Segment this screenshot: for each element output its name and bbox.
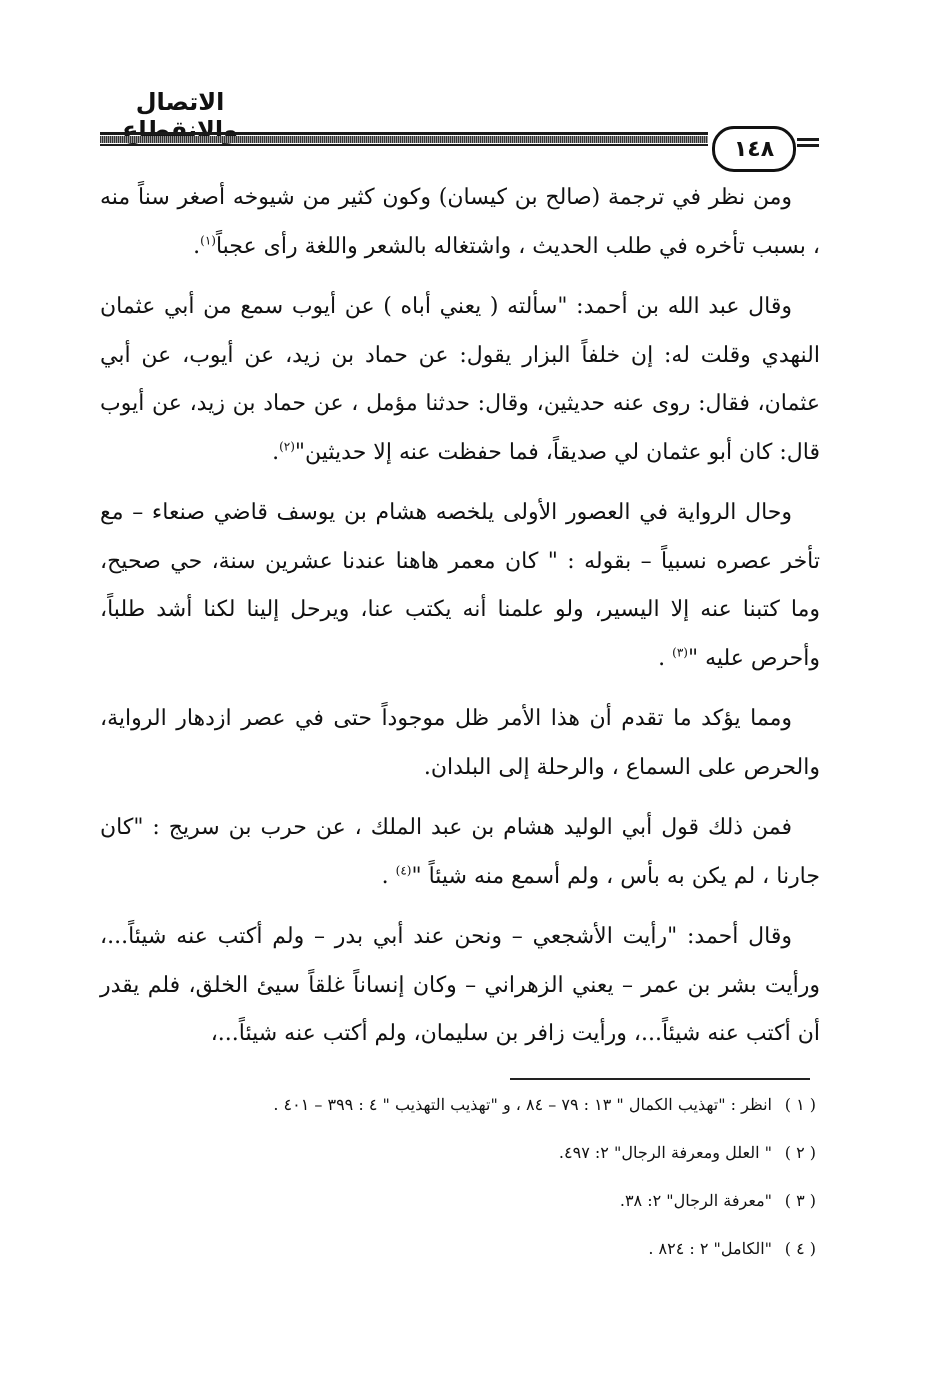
footnote-text: "معرفة الرجال" ٢: ٣٨. xyxy=(619,1191,772,1210)
footnote-ref: (١) xyxy=(200,233,216,248)
paragraph-text: وقال عبد الله بن أحمد: "سألته ( يعني أباه ) عن أيوب سمع من أبي عثمان النهدي وقلت له: إن خلفاً البزار يقول: عن حماد بن زيد، عن أيوب، عن أبي عثمان، فقال: روى عنه حديثين، وقال: حدثنا مؤمل ، عن حماد بن زيد، عن أيوب قال: كان أبو عثمان لي صديقاً، فما حفظت عنه إلا حديثين" xyxy=(100,294,820,465)
header-rule-tail xyxy=(797,138,819,150)
paragraph xyxy=(100,174,820,271)
paragraph-text: ومن نظر في ترجمة (صالح بن كيسان) وكون كثير من شيوخه أصغر سناً منه ، بسبب تأخره في طلب الحديث ، واشتغاله بالشعر واللغة رأى عجباً xyxy=(100,185,820,259)
footnote-ref: (٤) xyxy=(395,863,412,878)
paragraph-text: وحال الرواية في العصور الأولى يلخصه هشام بن يوسف قاضي صنعاء – مع تأخر عصره نسبياً – بقوله : " كان معمر هاهنا عندنا عشرين سنة، حي صحيح، وما كتبنا عنه إلا اليسير، ولو علمنا أنه يكتب عنا، ويرحل إلينا لكنا أشد طلباً، وأحرص عليه " xyxy=(100,500,820,671)
paragraph-tail: . xyxy=(272,439,280,465)
paragraph-tail: . xyxy=(193,233,201,259)
paragraph xyxy=(100,489,820,683)
footnote-ref: (٢) xyxy=(279,439,295,454)
footnote-number: ( ١ ) xyxy=(784,1095,816,1114)
paragraph-tail: . xyxy=(658,645,673,671)
footnote-text: "الكامل" ٢ : ٨٢٤ . xyxy=(648,1239,772,1258)
footnote xyxy=(100,1094,816,1116)
footnote-number: ( ٣ ) xyxy=(784,1191,816,1210)
paragraph-tail: . xyxy=(381,863,396,889)
page-number: ١٤٨ xyxy=(733,136,775,162)
footnote xyxy=(100,1142,816,1164)
page-number-badge xyxy=(712,126,796,172)
paragraph-text: فمن ذلك قول أبي الوليد هشام بن عبد الملك ، عن حرب بن سريج : "كان جارنا ، لم يكن به بأس ، ولم أسمع منه شيئاً " xyxy=(100,815,820,889)
running-title: الاتصال xyxy=(135,88,225,116)
header-rule xyxy=(100,130,708,150)
footnotes xyxy=(100,1094,816,1286)
footnote-text: " العلل ومعرفة الرجال" ٢: ٤٩٧. xyxy=(558,1143,772,1162)
paragraph xyxy=(100,695,820,792)
paragraph xyxy=(100,283,820,477)
footnote xyxy=(100,1238,816,1260)
body-text xyxy=(100,174,820,1059)
paragraph xyxy=(100,913,820,1059)
footnote-number: ( ٢ ) xyxy=(784,1143,816,1162)
footnote-number: ( ٤ ) xyxy=(784,1239,816,1258)
footnote-ref: (٣) xyxy=(672,645,688,660)
footnote-text: انظر : "تهذيب الكمال " ١٣ : ٧٩ – ٨٤ ، و "تهذيب التهذيب " ٤ : ٣٩٩ – ٤٠١ . xyxy=(273,1095,772,1114)
paragraph-text: وقال أحمد: "رأيت الأشجعي – ونحن عند أبي بدر – ولم أكتب عنه شيئاً...، ورأيت بشر بن عمر – يعني الزهراني – وكان إنساناً غلقاً سيئ الخلق، فلم يقدر أن أكتب عنه شيئاً...، ورأيت زافر بن سليمان، ولم أكتب عنه شيئاً...، xyxy=(100,924,820,1046)
footnote xyxy=(100,1190,816,1212)
paragraph xyxy=(100,804,820,901)
footnote-separator xyxy=(510,1078,810,1080)
paragraph-text: ومما يؤكد ما تقدم أن هذا الأمر ظل موجوداً حتى في عصر ازدهار الرواية، والحرص على السماع ، والرحلة إلى البلدان. xyxy=(100,706,820,780)
